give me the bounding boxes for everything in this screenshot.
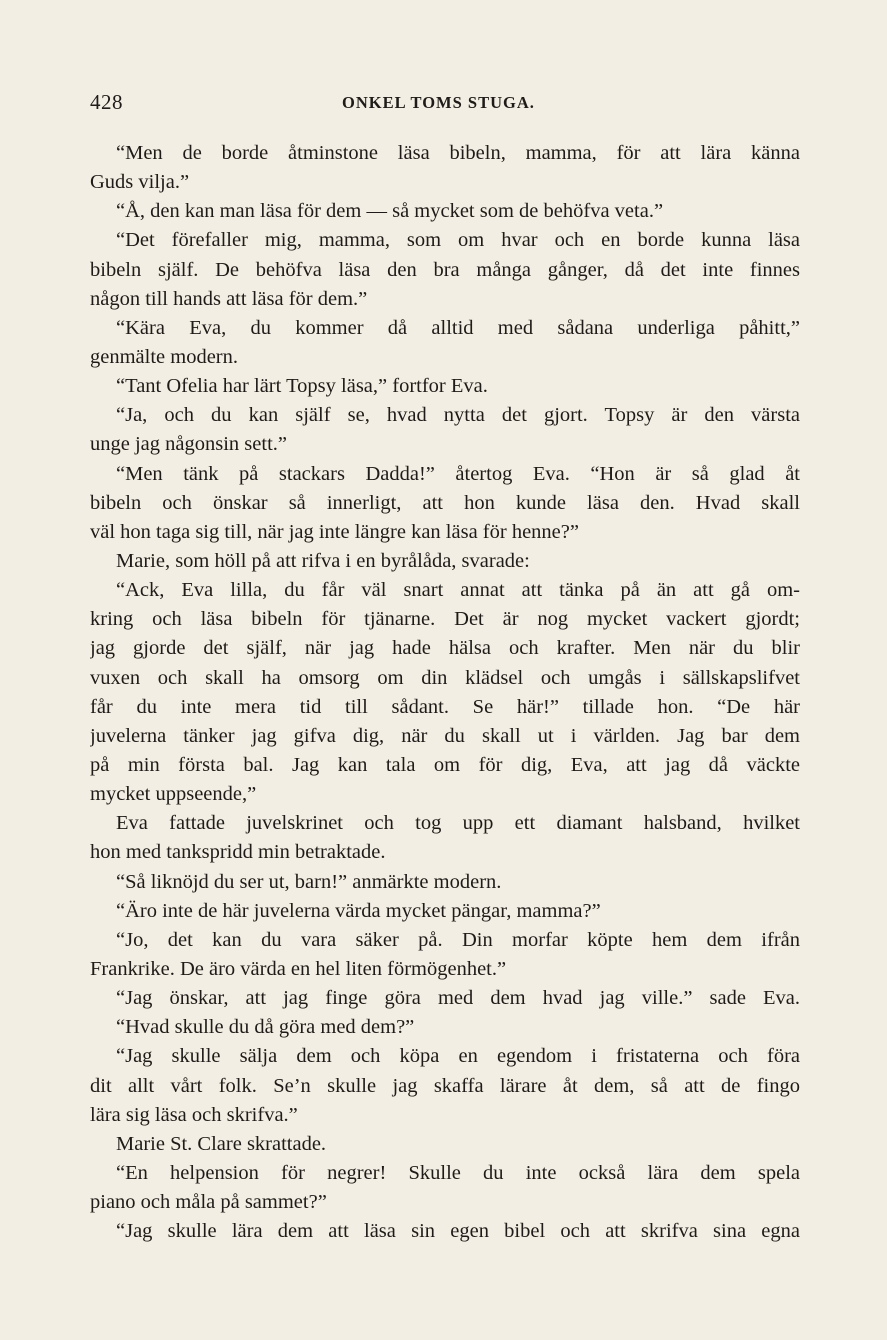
body-text bbox=[90, 139, 800, 1246]
text-line: Eva fattade juvelskrinet och tog upp ett diamant halsband, hvilket bbox=[116, 812, 800, 835]
text-line: “Jag skulle lära dem att läsa sin egen bibel och att skrifva sina egna bbox=[116, 1220, 800, 1243]
text-line: “Kära Eva, du kommer då alltid med sådana underliga påhitt,” bbox=[116, 316, 800, 339]
text-line: “Ack, Eva lilla, du får väl snart annat att tänka på än att gå om- bbox=[116, 579, 800, 602]
text-line: bibeln själf. De behöfva läsa den bra många gånger, då det inte finnes bbox=[90, 258, 800, 281]
text-line: “Men de borde åtminstone läsa bibeln, mamma, för att lära känna bbox=[116, 142, 800, 164]
text-line: någon till hands att läsa för dem.” bbox=[90, 287, 368, 310]
text-line: vuxen och skall ha omsorg om din klädsel och umgås i sällskapslifvet bbox=[90, 666, 800, 689]
text-line: jag gjorde det själf, när jag hade hälsa och krafter. Men när du blir bbox=[90, 637, 800, 660]
page-header bbox=[90, 90, 800, 120]
page-number: 428 bbox=[90, 90, 123, 114]
text-line: Marie, som höll på att rifva i en byrålåda, svarade: bbox=[116, 549, 530, 572]
text-line: hon med tankspridd min betraktade. bbox=[90, 841, 386, 864]
text-line: får du inte mera tid till sådant. Se här!” tillade hon. “De här bbox=[90, 695, 800, 718]
text-line: unge jag någonsin sett.” bbox=[90, 433, 287, 456]
text-line: mycket uppseende,” bbox=[90, 783, 257, 806]
text-line: “Ja, och du kan själf se, hvad nytta det gjort. Topsy är den värsta bbox=[116, 404, 800, 427]
text-line: piano och måla på sammet?” bbox=[90, 1191, 327, 1214]
running-title: ONKEL TOMS STUGA. bbox=[342, 93, 535, 112]
text-line: väl hon taga sig till, när jag inte längre kan läsa för henne?” bbox=[90, 520, 579, 543]
text-line: “Äro inte de här juvelerna värda mycket pängar, mamma?” bbox=[116, 899, 601, 922]
text-line: Frankrike. De äro värda en hel liten förmögenhet.” bbox=[90, 957, 507, 980]
text-line: “Jag önskar, att jag finge göra med dem hvad jag ville.” sade Eva. bbox=[116, 987, 800, 1010]
text-line: “Tant Ofelia har lärt Topsy läsa,” fortfor Eva. bbox=[116, 375, 488, 398]
text-line: “Det förefaller mig, mamma, som om hvar och en borde kunna läsa bbox=[116, 229, 800, 252]
text-line: “En helpension för negrer! Skulle du inte också lära dem spela bbox=[116, 1161, 800, 1184]
text-line: “Så liknöjd du ser ut, barn!” anmärkte modern. bbox=[116, 870, 502, 893]
text-line: Marie St. Clare skrattade. bbox=[116, 1132, 327, 1155]
text-line: bibeln och önskar så innerligt, att hon kunde läsa den. Hvad skall bbox=[90, 491, 800, 514]
text-line: lära sig läsa och skrifva.” bbox=[90, 1103, 298, 1126]
text-line: “Men tänk på stackars Dadda!” återtog Eva. “Hon är så glad åt bbox=[116, 462, 800, 485]
text-line: kring och läsa bibeln för tjänarne. Det är nog mycket vackert gjordt; bbox=[90, 608, 800, 631]
text-line: på min första bal. Jag kan tala om för dig, Eva, att jag då väckte bbox=[90, 753, 800, 776]
text-line: dit allt vårt folk. Se’n skulle jag skaffa lärare åt dem, så att de fingo bbox=[90, 1074, 800, 1097]
text-line: “Jo, det kan du vara säker på. Din morfar köpte hem dem ifrån bbox=[116, 928, 800, 951]
text-line: genmälte modern. bbox=[90, 345, 239, 368]
text-line: “Å, den kan man läsa för dem — så mycket som de behöfva veta.” bbox=[116, 200, 664, 223]
text-line: Guds vilja.” bbox=[90, 171, 190, 194]
text-line: “Hvad skulle du då göra med dem?” bbox=[116, 1016, 415, 1039]
text-line: “Jag skulle sälja dem och köpa en egendom i fristaterna och föra bbox=[116, 1045, 800, 1068]
text-line: juvelerna tänker jag gifva dig, när du skall ut i världen. Jag bar dem bbox=[90, 724, 800, 747]
